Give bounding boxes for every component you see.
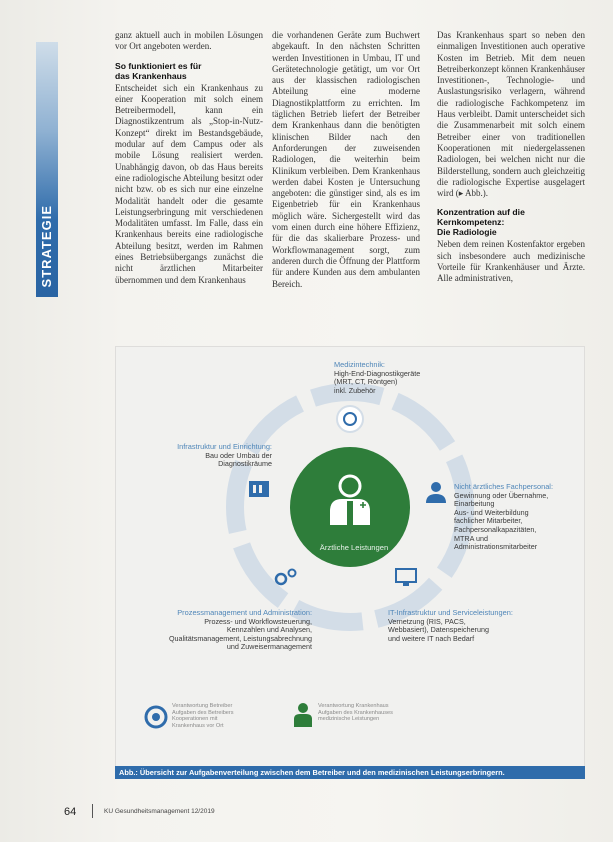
label-title: Prozessmanagement und Administration: [177,608,312,617]
label-line: Webbasiert), Datenspeicherung [388,625,489,635]
journal-name: KU Gesundheitsmanagement 12/2019 [104,808,215,815]
heading-line: Die Radiologie [437,227,497,238]
label-medical-technology [334,361,474,395]
figure-caption: Abb.: Übersicht zur Aufgabenverteilung zwischen dem Betreiber und den medizinischen Leistungserbringern. [115,766,585,779]
heading-line: Konzentration auf die [437,207,525,218]
building-icon [249,481,269,497]
paragraph: Das Krankenhaus spart so neben den einmaligen Investitionen auch operative Kosten im Betrieb. Mit dem neuen Betreiberkonzept können Krankenhäuser Investitionen-, Technologie- und Auslastungsrisiko verlagern, während die radiologische Fachkompetenz im Haus verbleibt. Damit unterscheidet sich die Zusammenarbeit mit solch einem Betreiber einer von traditionellen Kooperationen mit niedergelassenen Radiologen, bei welchen nicht nur die Bilderstellung, sondern auch gleichzeitig die radiologische Expertise ausgelagert wird (▸ Abb.). [437,30,585,199]
label-line: fachlicher Mitarbeiter, [454,516,523,526]
heading-line: So funktioniert es für [115,60,202,71]
label-line: Administrationsmitarbeiter [454,542,538,552]
label-line: Gewinnung oder Übernahme, Einarbeitung [454,490,549,509]
paragraph: die vorhandenen Geräte zum Buchwert abgekauft. In den nächsten Schritten werden Investitionen in Umbau, IT und Gerätetechnologie getätigt, um vor Ort aus der klassischen radiologischen Abteilung eine moderne Diagnostikplattform zu errichten. Im täglichen Betrieb liefert der Betreiber dem Krankenhaus dann die benötigten klinischen Bilder nach den Anforderungen der zuweisenden Radiologen, die weiterhin beim Klinikum verbleiben. Dem Krankenhaus werden dabei Kosten je Untersuchung angeboten: die günstiger sind, als es im Eigenbetrieb für ein Krankenhaus möglich wäre. Sichergestellt wird das vom einen durch eine höhere Effizienz, für die das skalierbare Prozess- und Workflowmanagement sorgt, zum anderen durch die Öffnung der Plattform für andere Kunden aus dem ambulanten Bereich. [272,30,420,289]
legend-line: Verantwortung Betreiber [172,703,233,709]
label-line: Prozess- und Workflowsteuerung, [204,616,312,626]
legend-line: Krankenhaus vor Ort [172,722,224,729]
label-line: Aus- und Weiterbildung [454,507,529,517]
legend-operator [172,703,264,729]
medical-device-icon [337,406,363,432]
label-line: MTRA und [454,533,488,543]
label-line: und weitere IT nach Bedarf [388,633,475,643]
label-line: Bau oder Umbau der [205,450,272,460]
label-title: Medizintechnik: [334,360,385,369]
label-infrastructure [152,443,272,469]
label-process-management [156,609,312,652]
label-line: und Zuweisermanagement [226,642,312,652]
heading-line: Kernkompetenz: [437,217,505,228]
paragraph: Entscheidet sich ein Krankenhaus zu einer Kooperation mit solch einem Betreibermodell, kann ein Diagnostikzentrum als „Stop-in-Nutz-Konzept“ direkt im Bestandsgebäude, modular auf dem Campus oder als mobile Lösung realisiert werden. Unabhängig davon, ob das Haus bereits eine radiologische Abteilung besitzt oder nicht bzw. ob es sich nur eine einzelne Modalität handelt oder die gesamte Leistungserbringung mit verschiedenen Modalitäten umfasst. Im Falle, dass ein Krankenhaus bereits eine radiologische Abteilung besitzt, werden im Rahmen eines Betriebsübergangs zunächst die nicht ärztlichen Mitarbeiter übernommen und dem Krankenhaus [115,82,263,285]
label-title: Infrastruktur und Einrichtung: [177,442,272,451]
monitor-icon [396,569,416,586]
text-column-2 [272,30,420,290]
label-line: Vernetzung (RIS, PACS, [388,616,466,626]
label-title: IT-Infrastruktur und Serviceleistungen: [388,608,513,617]
label-line: Kennzahlen und Analysen, [226,625,312,635]
legend-line: medizinische Leistungen [318,716,380,723]
section-label: STRATEGIE [39,204,54,287]
heading-line: das Krankenhaus [115,70,187,81]
footer-divider [92,804,93,818]
paragraph: ganz aktuell auch in mobilen Lösungen vor Ort angeboten werden. [115,30,263,52]
label-line: Fachpersonalkapazitäten, [454,524,537,534]
gears-icon [276,570,296,585]
text-column-3 [437,30,585,285]
label-non-medical-staff [454,483,582,552]
label-line: (MRT, CT, Röntgen) [334,377,398,387]
label-line: Diagnostikräume [218,459,272,469]
legend-hospital [318,703,428,723]
label-line: Qualitätsmanagement, Leistungsabrechnung [168,633,312,643]
hospital-legend-icon [294,703,312,727]
section-heading [437,207,585,237]
label-line: High-End-Diagnostikgeräte [334,368,421,378]
operator-legend-icon [146,707,166,727]
paragraph: Neben dem reinen Kostenfaktor ergeben sich insbesondere auch medizinische Vorteile für Krankenhäuser und Ärzte. Alle administrativen, [437,239,585,284]
section-tab [36,42,58,297]
staff-icon [426,482,446,503]
text-column-1 [115,30,263,286]
label-title: Nicht ärztliches Fachpersonal: [454,482,553,491]
center-label: Ärztliche Leistungen [319,543,389,552]
legend-line: Aufgaben des Krankenhauses [318,709,393,716]
legend-line: Aufgaben des Betreibers [172,709,234,716]
legend-line: Kooperationen mit [172,716,218,723]
label-it-infrastructure [388,609,528,643]
section-heading [115,61,263,81]
page-number: 64 [64,806,77,818]
figure [115,346,585,778]
legend-line: Verantwortung Krankenhaus [318,703,389,709]
label-line: inkl. Zubehör [334,385,376,395]
